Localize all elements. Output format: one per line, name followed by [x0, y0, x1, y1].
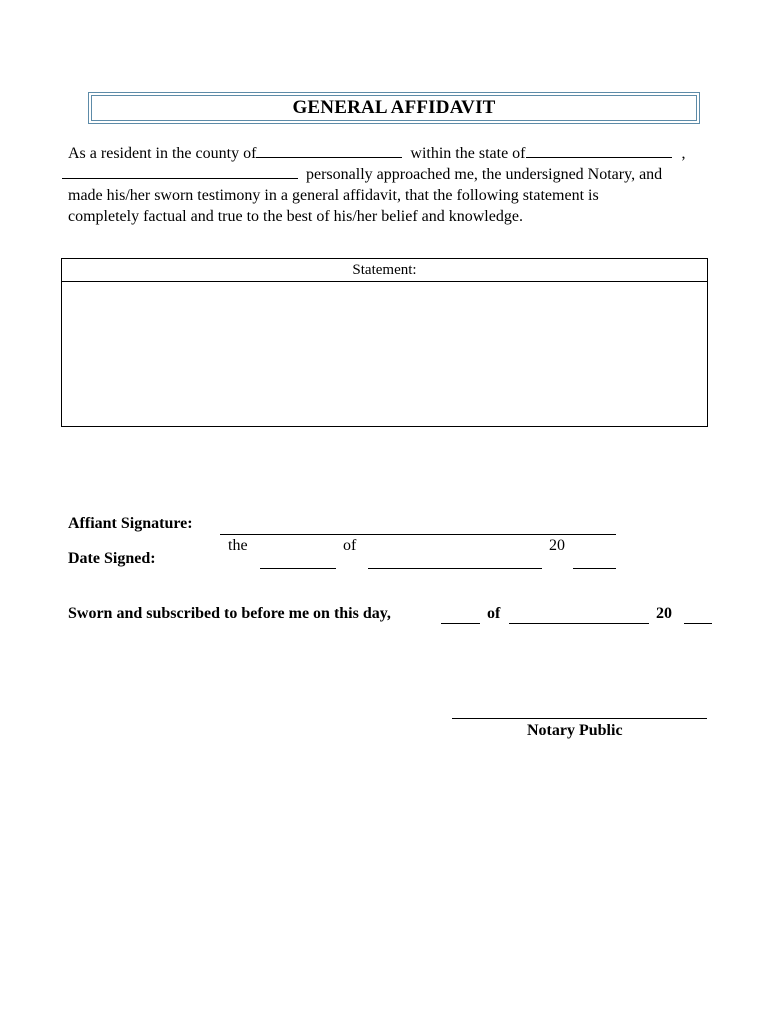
sworn-month-field[interactable]: [509, 623, 649, 624]
title-box: [88, 92, 700, 124]
date-signed-label: Date Signed:: [68, 550, 156, 567]
statement-field[interactable]: [62, 282, 707, 427]
state-field[interactable]: [526, 143, 672, 158]
affiant-signature-label: Affiant Signature:: [68, 515, 193, 532]
statement-header: Statement:: [62, 259, 707, 282]
intro-county-label: As a resident in the county of: [68, 145, 257, 162]
intro-approached-text: personally approached me, the undersigned Notary, and: [306, 166, 663, 183]
date-month-field[interactable]: [368, 568, 542, 569]
sworn-year-field[interactable]: [684, 623, 712, 624]
intro-line-1: [68, 143, 686, 164]
affiant-signature-line[interactable]: [220, 534, 616, 535]
sworn-of-label: of: [487, 605, 501, 622]
date-of-label: of: [343, 537, 357, 554]
county-field[interactable]: [256, 143, 402, 158]
notary-signature-line[interactable]: [452, 718, 707, 719]
notary-public-label: Notary Public: [527, 722, 623, 739]
date-day-field[interactable]: [260, 568, 336, 569]
intro-state-label: within the state of: [410, 145, 526, 162]
page-title: GENERAL AFFIDAVIT: [91, 95, 697, 121]
intro-comma: ,: [681, 145, 686, 162]
statement-box: [61, 258, 708, 427]
sworn-year-prefix: 20: [656, 605, 672, 622]
sworn-day-field[interactable]: [441, 623, 480, 624]
intro-line-3: made his/her sworn testimony in a general affidavit, that the following statement is: [68, 187, 599, 204]
intro-line-4: completely factual and true to the best of his/her belief and knowledge.: [68, 208, 523, 225]
sworn-text: Sworn and subscribed to before me on this day,: [68, 605, 391, 622]
date-year-field[interactable]: [573, 568, 616, 569]
intro-line-2: [62, 164, 662, 185]
date-the-label: the: [228, 537, 248, 554]
name-field[interactable]: [62, 164, 298, 179]
date-year-prefix: 20: [549, 537, 565, 554]
